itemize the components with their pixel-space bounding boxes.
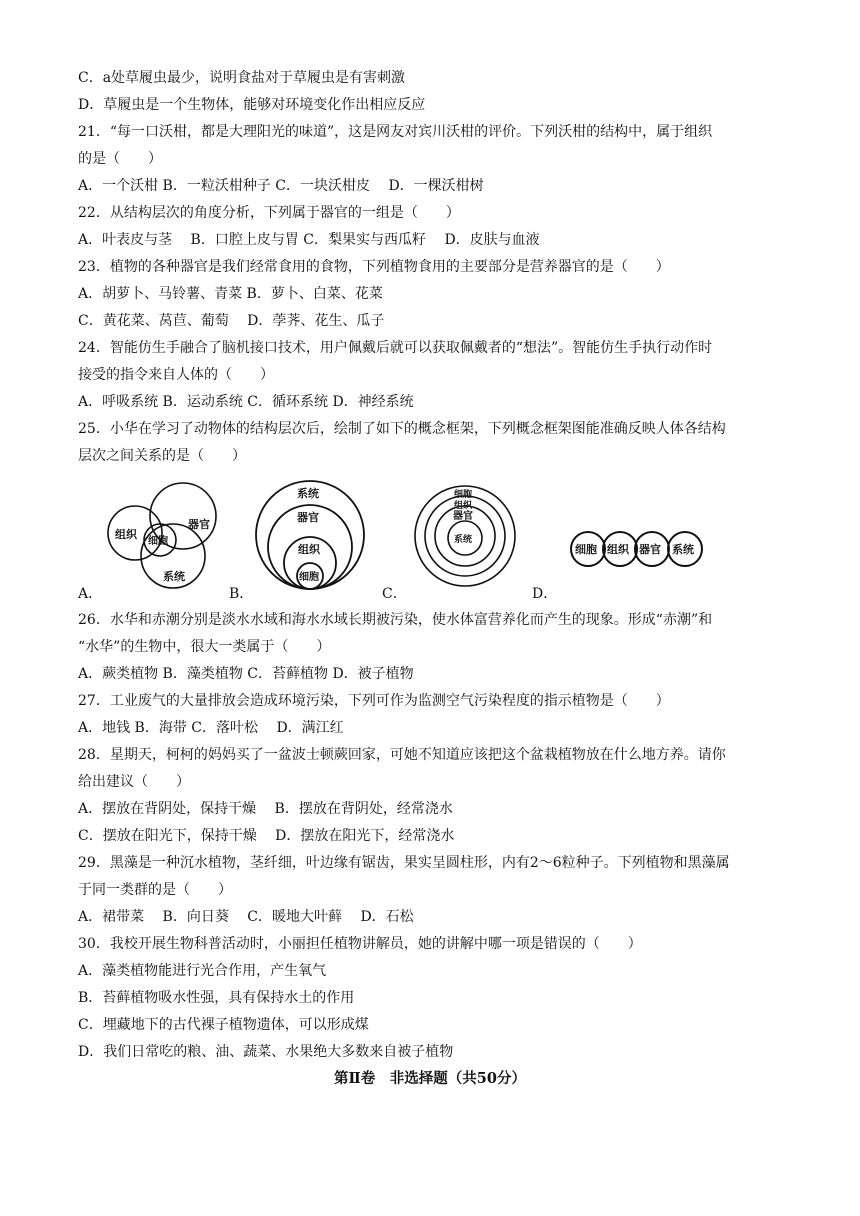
label-zuzhi: 组织 [298, 543, 320, 556]
text-line: 给出建议（ ） [78, 774, 190, 790]
question-27: 27．工业废气的大量排放会造成环境污染，下列可作为监测空气污染程度的指示植物是（ ） [78, 693, 670, 709]
text-line: C．a处草履虫最少，说明食盐对于草履虫是有害刺激 [78, 70, 406, 86]
options-28-cd: C．摆放在阳光下，保持干燥 D．摆放在阳光下，经常浇水 [78, 828, 455, 844]
label-xitong: 系统 [163, 570, 185, 583]
option-a-label: A． [78, 586, 103, 602]
label-zuzhi: 组织 [115, 528, 137, 541]
options-26: A．蕨类植物 B．藻类植物 C．苔藓植物 D．被子植物 [78, 666, 414, 682]
label-qiguan: 器官 [297, 511, 319, 524]
label-xitong: 系统 [297, 487, 319, 500]
options-29: A．裙带菜 B．向日葵 C．暖地大叶藓 D．石松 [78, 909, 414, 925]
question-28: 28．星期天，柯柯的妈妈买了一盆波士顿蕨回家，可她不知道应该把这个盆栽植物放在什么地方养。请你 [78, 747, 726, 763]
option-30-a: A．藻类植物能进行光合作用，产生氧气 [78, 963, 327, 979]
question-23: 23．植物的各种器官是我们经常食用的食物，下列植物食用的主要部分是营养器官的是（ ） [78, 259, 670, 275]
label-qiguan: 器官 [453, 511, 473, 522]
label-xibao: 细胞 [148, 536, 168, 547]
label-qiguan: 器官 [639, 543, 661, 556]
option-d-label: D． [532, 586, 558, 602]
question-22: 22．从结构层次的角度分析，下列属于器官的一组是（ ） [78, 205, 460, 221]
option-30-d: D．我们日常吃的粮、油、蔬菜、水果绝大多数来自被子植物 [78, 1044, 454, 1060]
text-line: 层次之间关系的是（ ） [78, 448, 246, 464]
question-26: 26．水华和赤潮分别是淡水水域和海水水域长期被污染，使水体富营养化而产生的现象。形成“赤潮”和 [78, 612, 713, 628]
label-zuzhi: 组织 [607, 543, 629, 556]
options-23-cd: C．黄花菜、莴苣、葡萄 D．荸荠、花生、瓜子 [78, 313, 385, 329]
options-27: A．地钱 B．海带 C．落叶松 D．满江红 [78, 720, 344, 736]
question-21: 21．“每一口沃柑，都是大理阳光的味道”，这是网友对宾川沃柑的评价。下列沃柑的结构中，属于组织 [78, 124, 713, 140]
text-line: 的是（ ） [78, 151, 162, 167]
text-line: 接受的指令来自人体的（ ） [78, 367, 274, 383]
question-25: 25．小华在学习了动物体的结构层次后，绘制了如下的概念框架，下列概念框架图能准确反映人体各结构 [78, 421, 726, 437]
label-qiguan: 器官 [188, 518, 210, 531]
text-line: D．草履虫是一个生物体，能够对环境变化作出相应反应 [78, 97, 426, 113]
question-24: 24．智能仿生手融合了脑机接口技术，用户佩戴后就可以获取佩戴者的“想法”。智能仿生手执行动作时 [78, 340, 713, 356]
option-c-label: C． [382, 586, 407, 602]
label-xitong: 系统 [454, 535, 473, 545]
diagram-c [410, 478, 520, 593]
text-line: 于同一类群的是（ ） [78, 882, 232, 898]
option-30-b: B．苔藓植物吸水性强，具有保持水土的作用 [78, 990, 355, 1006]
label-xibao: 细胞 [454, 490, 473, 500]
question-30: 30．我校开展生物科普活动时，小丽担任植物讲解员，她的讲解中哪一项是错误的（ ） [78, 936, 642, 952]
question-29: 29．黑藻是一种沉水植物，茎纤细，叶边缘有锯齿，果实呈圆柱形，内有2～6粒种子。下列植物和黑藻属 [78, 855, 730, 871]
option-30-c: C．埋藏地下的古代裸子植物遗体，可以形成煤 [78, 1017, 369, 1033]
options-21: A．一个沃柑 B．一粒沃柑种子 C．一块沃柑皮 D．一棵沃柑树 [78, 178, 484, 194]
option-b-label: B． [229, 586, 254, 602]
label-xitong: 系统 [672, 543, 694, 556]
label-zuzhi: 组织 [454, 501, 473, 511]
label-xibao: 细胞 [299, 572, 319, 583]
options-24: A．呼吸系统 B．运动系统 C．循环系统 D．神经系统 [78, 394, 414, 410]
options-23-ab: A．胡萝卜、马铃薯、青菜 B．萝卜、白菜、花菜 [78, 286, 383, 302]
label-xibao: 细胞 [575, 543, 597, 556]
section-heading: 第Ⅱ卷 非选择题（共50分） [334, 1070, 526, 1087]
diagram-d [570, 524, 710, 574]
options-22: A．叶表皮与茎 B．口腔上皮与胃 C．梨果实与西瓜籽 D．皮肤与血液 [78, 232, 540, 248]
diagram-a [105, 478, 230, 593]
options-28-ab: A．摆放在背阴处，保持干燥 B．摆放在背阴处，经常浇水 [78, 801, 453, 817]
diagram-b [255, 474, 365, 596]
text-line: “水华”的生物中，很大一类属于（ ） [78, 639, 331, 655]
